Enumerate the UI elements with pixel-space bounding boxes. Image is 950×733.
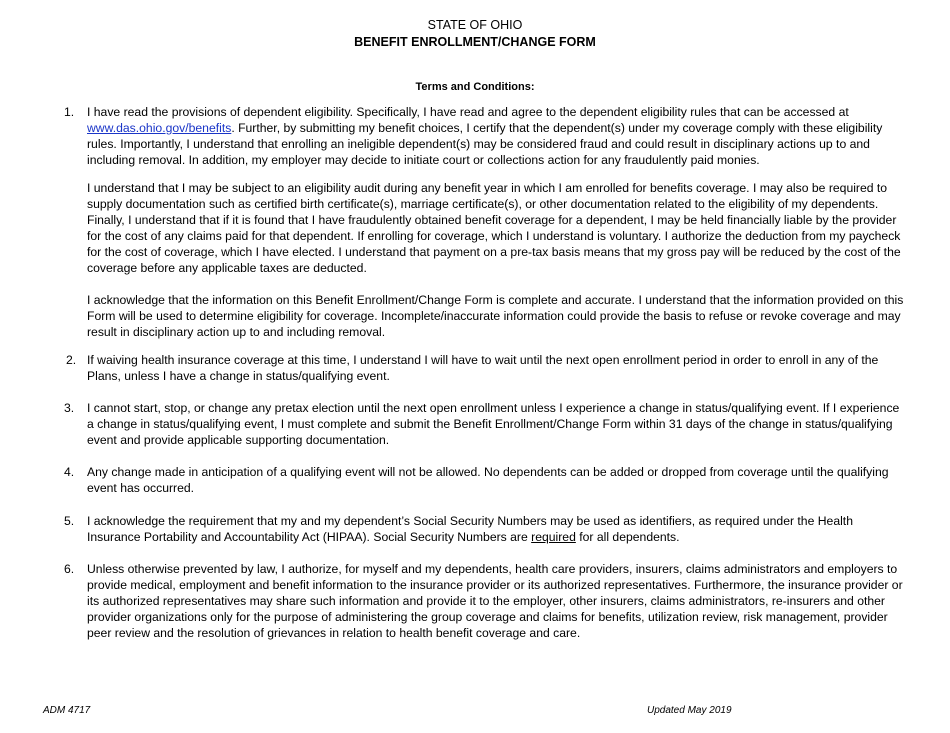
terms-item-1-paragraph-2 [87,180,905,276]
item-number: 1. [64,105,75,119]
item-2-text: If waiving health insurance coverage at this time, I understand I will have to wait until the next open enrollment period in order to enroll in any of the Plans, unless I have a change in status/qualifying event. [87,353,879,383]
item-number: 3. [64,401,75,415]
item-number: 6. [64,562,75,576]
item-1-text-before-link: I have read the provisions of dependent eligibility. Specifically, I have read and agree to the dependent eligibility rules that can be accessed at [87,105,849,119]
updated-date: Updated May 2019 [647,705,732,716]
item-number: 4. [64,465,75,479]
item-3-text: I cannot start, stop, or change any pretax election until the next open enrollment unless I experience a change in status/qualifying event. If I experience a change in status/qualifying event, I must complete and submit the Benefit Enrollment/Change Form within 31 days of the change in status/qualifying event and provide applicable supporting documentation. [87,401,900,447]
item-number: 2. [66,353,77,367]
required-underlined: required [531,530,576,544]
form-header [0,16,950,50]
item-1-paragraph-3: I acknowledge that the information on this Benefit Enrollment/Change Form is complete and accurate. I understand that the information provided on this Form will be used to determine eligibility for coverage. Incomplete/inaccurate information could provide the basis to refuse or revoke coverage and may result in disciplinary action up to and including removal. [87,293,904,339]
terms-item-3 [64,400,905,448]
item-5-text-after: for all dependents. [575,530,680,544]
form-number: ADM 4717 [43,705,91,716]
item-1-text-after-link: . Further, by submitting my benefit choices, I certify that the dependent(s) under my coverage comply with these eligibility rules. Importantly, I understand that enrolling an ineligible dependent(s) may be considered fraud and could result in disciplinary actions up to and including removal. In addition, my employer may decide to initiate court or collections action for any fraudulently paid monies. [87,121,883,167]
item-4-text: Any change made in anticipation of a qualifying event will not be allowed. No dependents can be added or dropped from coverage until the qualifying event has occurred. [87,465,889,495]
benefits-link[interactable]: www.das.ohio.gov/benefits [87,121,232,135]
terms-item-4 [64,464,905,496]
item-number: 5. [64,514,75,528]
item-5-text-before: I acknowledge the requirement that my and my dependent’s Social Security Numbers may be used as identifiers, as required under the Health Insurance Portability and Accountability Act (HIPAA). Social Security Numbers are [87,514,853,544]
form-title: BENEFIT ENROLLMENT/CHANGE FORM [354,35,596,49]
item-5-text [87,513,905,545]
terms-item-5 [64,513,905,545]
item-6-text: Unless otherwise prevented by law, I authorize, for myself and my dependents, health care providers, insurers, claims administrators and employers to provide medical, employment and benefit information to the insurance provider or its authorized representatives. Furthermore, the insurance provider or its authorized representatives may share such information and provide it to the employer, other insurers, claims administrators, re-insurers and other provider organizations only for the purpose of administering the group coverage and claims for benefits, utilization review, risk management, provider peer review and the resolution of grievances in relation to health benefit coverage and care. [87,562,903,640]
item-1-paragraph-2: I understand that I may be subject to an eligibility audit during any benefit year in which I am enrolled for benefits coverage. I may also be required to supply documentation such as certified birth certificate(s), marriage certificate(s), or other documentation related to the eligibility of my dependents. Finally, I understand that if it is found that I have fraudulently obtained benefit coverage for a dependent, I may be held financially liable by the provider for the cost of any claims paid for that dependent. If enrolling for coverage, which I understand is voluntary. I authorize the deduction from my paycheck for the cost of coverage, which I have elected. I understand that payment on a pre-tax basis means that my gross pay will be reduced by the cost of the coverage before any applicable taxes are deducted. [87,181,901,275]
terms-item-2 [66,352,905,384]
terms-item-1-paragraph-3 [87,292,905,340]
terms-item-6 [64,561,905,641]
terms-heading: Terms and Conditions: [415,81,535,93]
item-1-paragraph-1 [87,104,905,168]
state-name: STATE OF OHIO [427,18,523,32]
terms-item-1 [64,104,905,168]
